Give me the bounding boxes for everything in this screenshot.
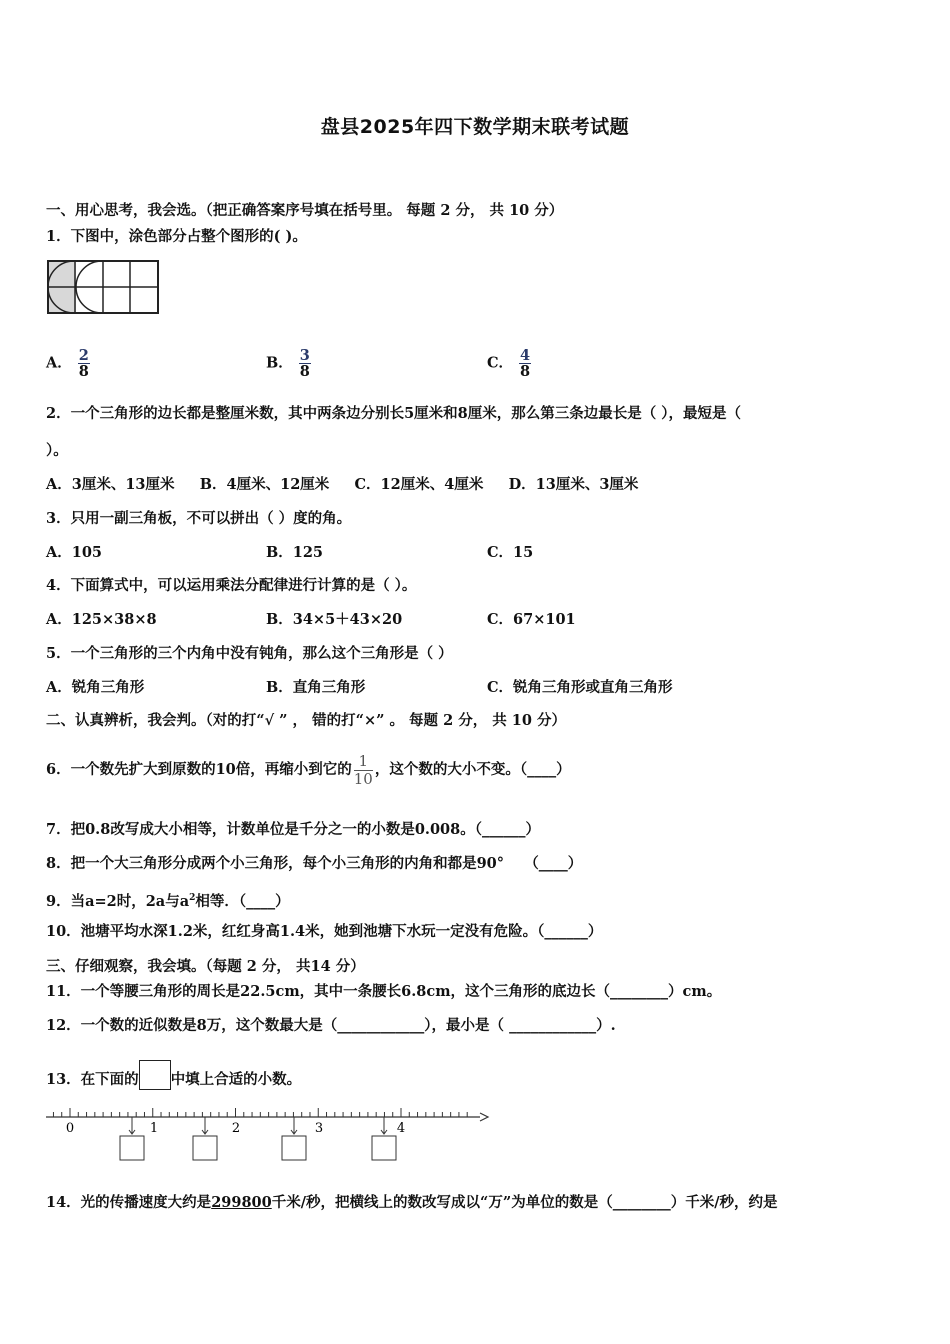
q3-option-c: C．15 — [487, 544, 534, 561]
q4-stem: 4．下面算式中，可以运用乘法分配律进行计算的是（ ）。 — [46, 577, 417, 594]
q14: 14．光的传播速度大约是299800千米/秒，把横线上的数改写成以“万”为单位的数是（________）千米/秒，约是 — [46, 1194, 778, 1211]
q8: 8．把一个大三角形分成两个小三角形，每个小三角形的内角和都是90° （____） — [46, 855, 583, 872]
section2-header: 二、认真辨析，我会判。（对的打“√ ” ， 错的打“×” 。 每题 2 分， 共 10 分） — [46, 712, 567, 729]
q13-stem: 13．在下面的 中填上合适的小数。 — [46, 1060, 301, 1093]
section3-header: 三、仔细观察，我会填。（每题 2 分， 共14 分） — [46, 958, 365, 975]
q2-stem-line1: 2．一个三角形的边长都是整厘米数，其中两条边分别长5厘米和8厘米，那么第三条边最长是（ ），最短是（ — [46, 405, 742, 422]
q12: 12．一个数的近似数是8万，这个数最大是（____________），最小是（ ____________）. — [46, 1017, 616, 1034]
number-line — [44, 1103, 494, 1165]
q4-option-a: A．125×38×8 — [46, 611, 157, 628]
q6: 6．一个数先扩大到原数的10倍，再缩小到它的 $\frac{1}{10}$ ，这个数的大小不变。（____） — [46, 751, 571, 788]
axis-label-1: 1 — [149, 1121, 159, 1136]
q10: 10．池塘平均水深1.2米，红红身高1.4米，她到池塘下水玩一定没有危险。（______） — [46, 923, 603, 940]
answer-box-3[interactable] — [282, 1117, 306, 1160]
axis-arrow-icon — [480, 1113, 488, 1121]
q2-stem-line2: ）。 — [46, 442, 68, 459]
q4-option-b: B．34×5＋43×20 — [266, 611, 403, 628]
q11: 11．一个等腰三角形的周长是22.5cm，其中一条腰长6.8cm，这个三角形的底边长（________）cm。 — [46, 983, 722, 1000]
axis-label-4: 4 — [396, 1121, 406, 1136]
axis-label-0: 0 — [65, 1121, 75, 1136]
q5-stem: 5．一个三角形的三个内角中没有钝角，那么这个三角形是（ ） — [46, 645, 453, 662]
q1-figure — [46, 259, 160, 315]
q2-options: A．3厘米、13厘米 B．4厘米、12厘米 C．12厘米、4厘米 D．13厘米、3厘米 — [46, 476, 639, 493]
axis-label-3: 3 — [314, 1121, 324, 1136]
underlined-number: 299800 — [211, 1194, 272, 1211]
q1-option-c: C． $\frac{4}{8}$ — [487, 347, 531, 380]
q1-stem: 1．下图中，涂色部分占整个图形的( )。 — [46, 228, 307, 245]
q1-option-b: B． $\frac{3}{8}$ — [266, 347, 310, 380]
q1-option-a: A． $\frac{2}{8}$ — [46, 347, 89, 380]
page-title: 盘县2025年四下数学期末联考试题 — [320, 116, 630, 138]
answer-box-4[interactable] — [372, 1117, 396, 1160]
arc-upper — [76, 261, 102, 287]
q5-option-b: B．直角三角形 — [266, 679, 366, 696]
q7: 7．把0.8改写成大小相等，计数单位是千分之一的小数是0.008。（______） — [46, 821, 540, 838]
answer-box-1[interactable] — [120, 1117, 144, 1160]
answer-box-2[interactable] — [193, 1117, 217, 1160]
q5-option-c: C．锐角三角形或直角三角形 — [487, 679, 673, 696]
q3-stem: 3．只用一副三角板，不可以拼出（ ）度的角。 — [46, 510, 352, 527]
q9: 9．当a=2时，2a与$a^2$相等．（____） — [46, 892, 290, 910]
section1-header: 一、用心思考，我会选。（把正确答案序号填在括号里。 每题 2 分， 共 10 分） — [46, 202, 564, 219]
q4-option-c: C．67×101 — [487, 611, 576, 628]
q5-option-a: A．锐角三角形 — [46, 679, 145, 696]
example-box-icon — [139, 1060, 171, 1090]
q3-option-a: A．105 — [46, 544, 103, 561]
q3-option-b: B．125 — [266, 544, 324, 561]
axis-label-2: 2 — [231, 1121, 241, 1136]
arc-lower — [76, 287, 102, 313]
